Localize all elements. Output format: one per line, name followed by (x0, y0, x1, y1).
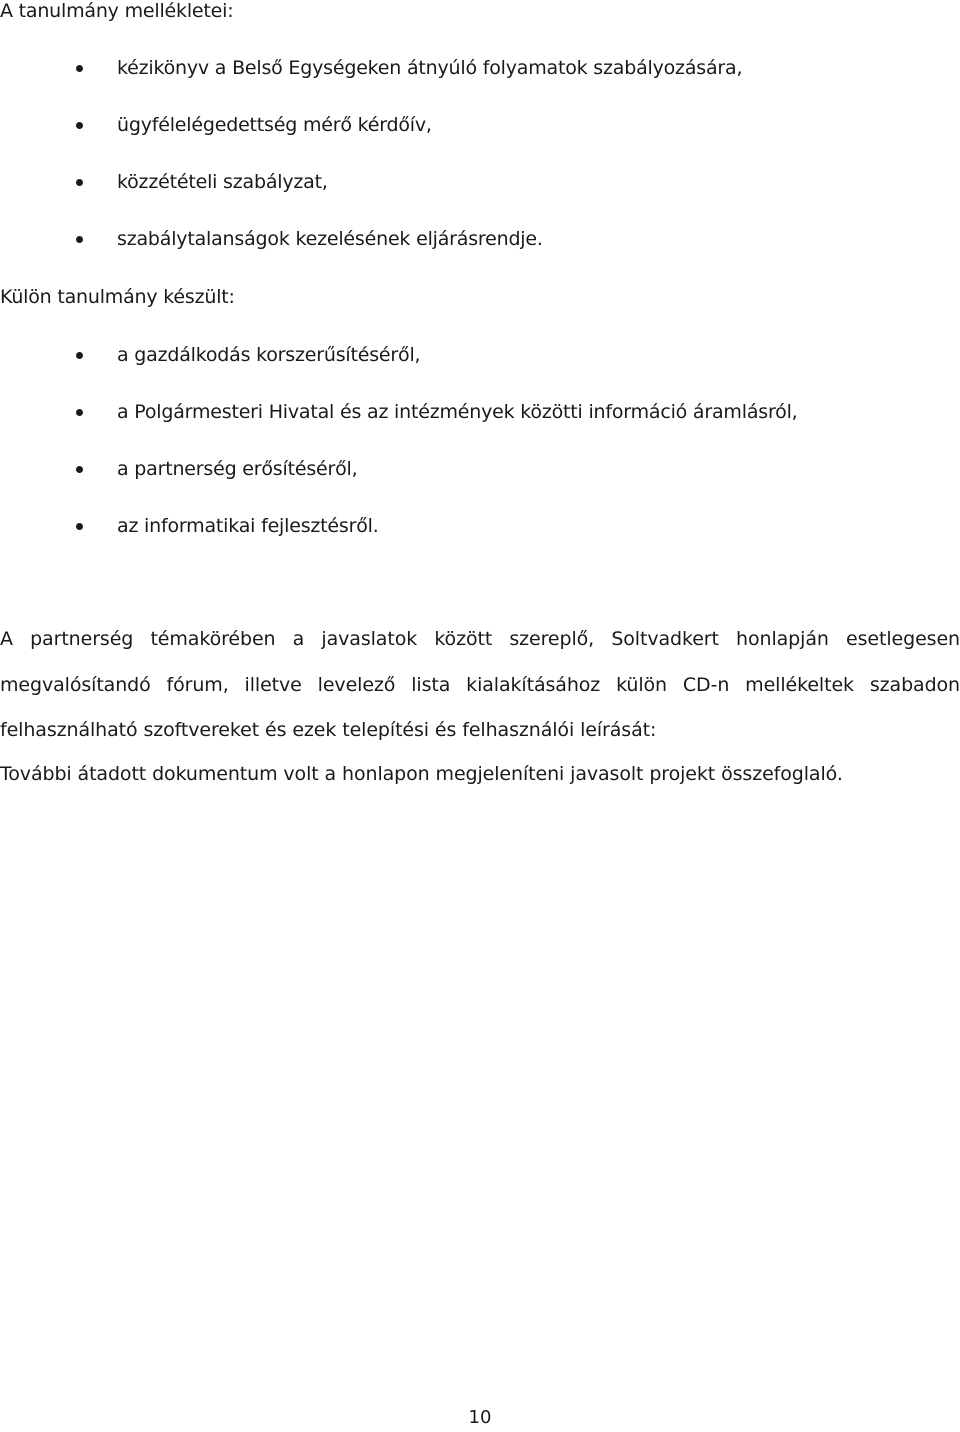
separate-studies-heading: Külön tanulmány készült: (0, 286, 235, 308)
list-item-text: a gazdálkodás korszerűsítéséről, (117, 344, 421, 366)
partnership-paragraph: A partnerség témakörében a javaslatok között szereplő, Soltvadkert honlapján esetlegesen megvalósítandó fórum, illetve levelező lista kialakításához külön CD-n mellékeltek szabadon felhasználható szoftvereket és ezek telepítési és felhasználói leírását: (0, 628, 960, 741)
bullet-icon (76, 523, 83, 530)
list-item (0, 456, 960, 513)
list-item-text: közzétételi szabályzat, (117, 171, 328, 193)
bullet-icon (76, 179, 83, 186)
additional-document-paragraph: További átadott dokumentum volt a honlapon megjeleníteni javasolt projekt összefoglaló. (0, 763, 843, 785)
list-item-text: a Polgármesteri Hivatal és az intézmények közötti információ áramlásról, (117, 401, 798, 423)
bullet-icon (76, 352, 83, 359)
list-item (0, 55, 960, 112)
list-item (0, 226, 960, 283)
list-item-text: szabálytalanságok kezelésének eljárásrendje. (117, 228, 543, 250)
separate-studies-list (0, 342, 960, 570)
list-item-text: kézikönyv a Belső Egységeken átnyúló folyamatok szabályozására, (117, 57, 743, 79)
list-item (0, 399, 960, 456)
bullet-icon (76, 409, 83, 416)
attachments-list (0, 55, 960, 283)
page-number: 10 (468, 1407, 492, 1428)
list-item-text: ügyfélelégedettség mérő kérdőív, (117, 114, 432, 136)
list-item (0, 112, 960, 169)
bullet-icon (76, 236, 83, 243)
list-item (0, 342, 960, 399)
attachments-heading: A tanulmány mellékletei: (0, 0, 234, 22)
list-item (0, 169, 960, 226)
list-item-text: az informatikai fejlesztésről. (117, 515, 379, 537)
list-item-text: a partnerség erősítéséről, (117, 458, 358, 480)
bullet-icon (76, 122, 83, 129)
bullet-icon (76, 65, 83, 72)
bullet-icon (76, 466, 83, 473)
list-item (0, 513, 960, 570)
